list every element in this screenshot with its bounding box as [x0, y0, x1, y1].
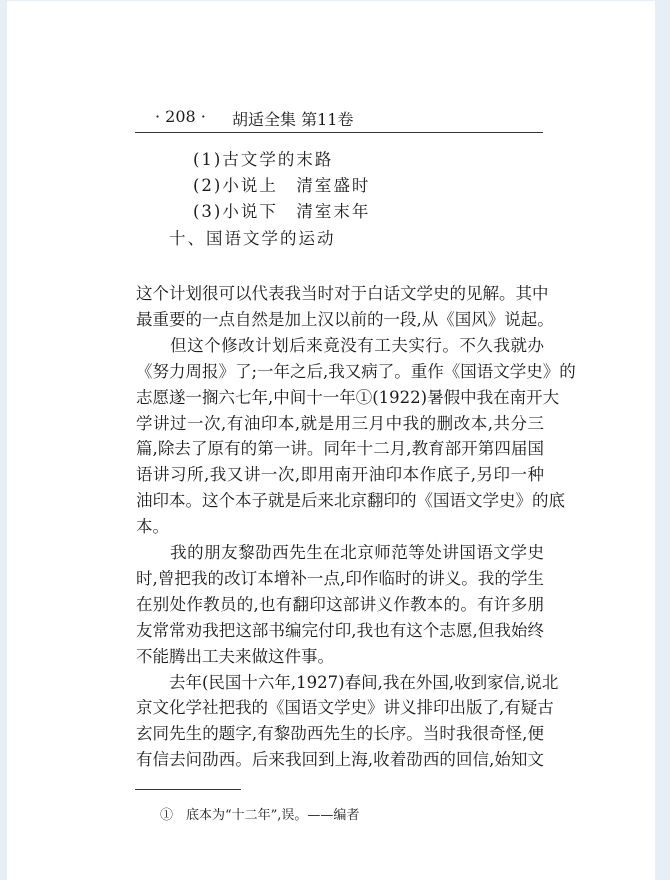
- text-line: 时,曾把我的改订本增补一点,印作临时的讲义。我的学生: [136, 568, 544, 588]
- footnote: ① 底本为“十二年”,误。——编者: [160, 808, 360, 823]
- text-line: 志愿遂一搁六七年,中间十一年①(1922)暑假中我在南开大: [136, 387, 560, 407]
- section-heading: 十、国语文学的运动: [169, 229, 336, 248]
- page-number: · 208 ·: [155, 107, 206, 126]
- text-line: 语讲习所,我又讲一次,即用南开油印本作底子,另印一种: [136, 465, 544, 485]
- text-line: 友常常劝我把这部书编完付印,我也有这个志愿,但我始终: [136, 620, 544, 640]
- list-item: (3)小说下 清室末年: [193, 202, 371, 221]
- text-line: 学讲过一次,有油印本,就是用三月中我的删改本,共分三: [136, 413, 544, 433]
- running-title: 胡适全集 第11卷: [232, 110, 354, 129]
- text-line: 这个计划很可以代表我当时对于白话文学史的见解。其中: [136, 284, 549, 303]
- text-line: 最重要的一点自然是加上汉以前的一段,从《国风》说起。: [136, 309, 554, 329]
- text-line: 《努力周报》了;一年之后,我又病了。重作《国语文学史》的: [136, 361, 576, 381]
- header-rule: [135, 132, 543, 133]
- text-line: 玄同先生的题字,有黎劭西先生的长序。当时我很奇怪,便: [136, 724, 544, 744]
- list-item: (1)古文学的末路: [193, 150, 334, 169]
- text-line: 去年(民国十六年,1927)春间,我在外国,收到家信,说北: [136, 672, 559, 692]
- text-line: 本。: [136, 517, 169, 537]
- text-line: 在别处作教员的,也有翻印这部讲义作教本的。有许多朋: [136, 594, 544, 614]
- footnote-rule: [135, 789, 241, 790]
- text-line: 京文化学社把我的《国语文学史》讲义排印出版了,有疑古: [136, 698, 554, 718]
- text-line: 但这个修改计划后来竟没有工夫实行。不久我就办: [136, 335, 544, 355]
- text-line: 油印本。这个本子就是后来北京翻印的《国语文学史》的底: [136, 491, 565, 511]
- text-line: 有信去问劭西。后来我回到上海,收着劭西的回信,始知文: [136, 750, 544, 770]
- text-line: 不能腾出工夫来做这件事。: [136, 646, 334, 666]
- text-line: 篇,除去了原有的第一讲。同年十二月,教育部开第四届国: [136, 439, 544, 459]
- book-page: [7, 1, 655, 880]
- text-line: 我的朋友黎劭西先生在北京师范等处讲国语文学史: [136, 543, 544, 562]
- list-item: (2)小说上 清室盛时: [193, 176, 371, 195]
